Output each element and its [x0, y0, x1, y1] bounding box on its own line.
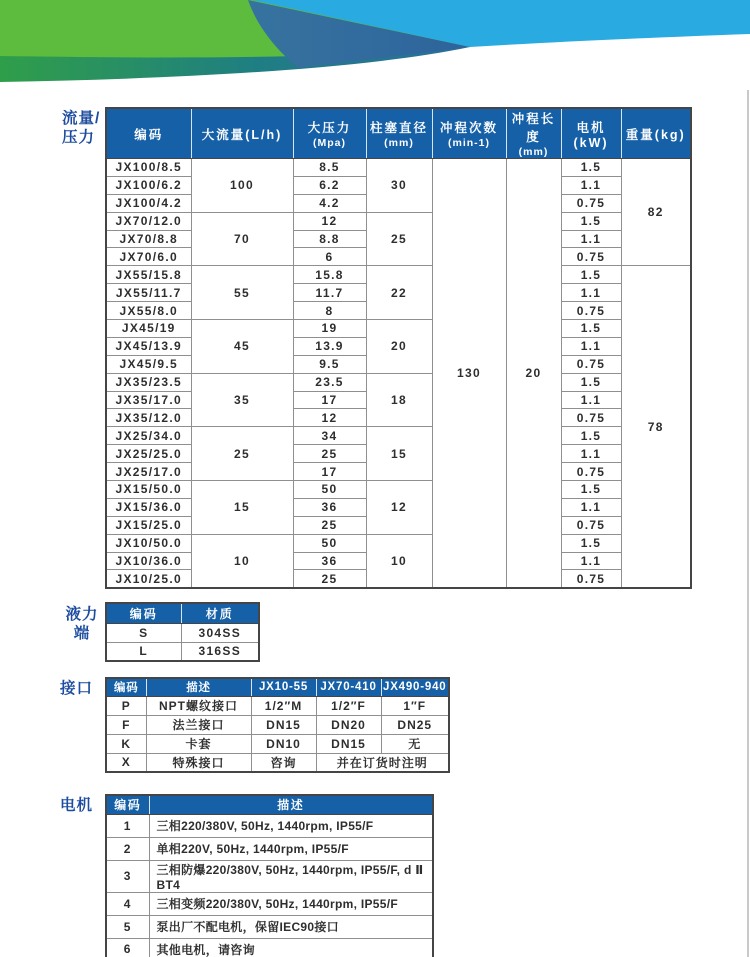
motor-power-cell: 1.1 — [561, 498, 621, 516]
description-cell: 三相变频220/380V, 50Hz, 1440rpm, IP55/F — [149, 892, 433, 915]
pressure-cell: 19 — [293, 320, 366, 338]
code-cell: JX25/25.0 — [106, 445, 191, 463]
plunger-diameter-cell: 10 — [366, 534, 432, 588]
column-header — [506, 108, 561, 159]
header-subline: (Mpa) — [313, 137, 346, 149]
size-cell: DN15 — [251, 715, 316, 734]
size-cell: DN25 — [381, 715, 449, 734]
size-cell: DN10 — [251, 734, 316, 753]
code-cell: JX35/12.0 — [106, 409, 191, 427]
size-cell: 无 — [381, 734, 449, 753]
flow-cell: 15 — [191, 481, 293, 535]
flow-table-body — [106, 159, 691, 588]
section-label-hydraulic-end — [62, 605, 102, 643]
pressure-cell: 9.5 — [293, 355, 366, 373]
code-cell: 5 — [106, 915, 149, 938]
column-header: 编码 — [106, 603, 181, 623]
column-header — [366, 108, 432, 159]
table-row — [106, 915, 433, 938]
column-header: JX70-410 — [316, 678, 381, 696]
motor-power-cell: 0.75 — [561, 194, 621, 212]
description-cell: NPT螺纹接口 — [146, 696, 251, 715]
table-row — [106, 696, 449, 715]
table-row — [106, 373, 691, 391]
table-header — [106, 795, 433, 814]
code-cell: JX35/17.0 — [106, 391, 191, 409]
table-row — [106, 837, 433, 860]
column-header — [432, 108, 506, 159]
column-header — [561, 108, 621, 159]
weight-cell: 78 — [621, 266, 691, 588]
interface-table — [105, 677, 450, 773]
header-line: 大压力 — [307, 121, 352, 135]
pressure-cell: 36 — [293, 498, 366, 516]
page-edge-line — [747, 90, 749, 957]
plunger-diameter-cell: 12 — [366, 481, 432, 535]
header-row — [106, 795, 433, 814]
pressure-cell: 25 — [293, 570, 366, 588]
code-cell: JX100/6.2 — [106, 176, 191, 194]
code-cell: JX10/36.0 — [106, 552, 191, 570]
code-cell: 2 — [106, 837, 149, 860]
code-cell: S — [106, 623, 181, 642]
table-header — [106, 603, 259, 623]
pressure-cell: 8 — [293, 302, 366, 320]
column-header — [106, 108, 191, 159]
material-cell: 316SS — [181, 642, 259, 661]
column-header — [621, 108, 691, 159]
header-line: 柱塞直径 — [369, 121, 428, 135]
description-cell: 特殊接口 — [146, 753, 251, 772]
code-cell: 6 — [106, 938, 149, 957]
code-cell: 3 — [106, 860, 149, 892]
description-cell: 泵出厂不配电机，保留IEC90接口 — [149, 915, 433, 938]
code-cell: JX100/4.2 — [106, 194, 191, 212]
column-header: 编码 — [106, 678, 146, 696]
code-cell: JX35/23.5 — [106, 373, 191, 391]
table-row — [106, 481, 691, 499]
label-line: 流量/ — [62, 110, 101, 127]
flow-cell: 55 — [191, 266, 293, 320]
motor-power-cell: 1.1 — [561, 337, 621, 355]
label-line: 压力 — [62, 129, 96, 146]
label-line: 电机 — [60, 797, 94, 814]
size-cell: 1/2″M — [251, 696, 316, 715]
material-cell: 304SS — [181, 623, 259, 642]
flow-table-header — [106, 108, 691, 159]
header-row — [106, 678, 449, 696]
description-cell: 卡套 — [146, 734, 251, 753]
plunger-diameter-cell: 18 — [366, 373, 432, 427]
pressure-cell: 25 — [293, 445, 366, 463]
code-cell: JX15/36.0 — [106, 498, 191, 516]
section-label-motor — [60, 796, 93, 815]
column-header — [293, 108, 366, 159]
size-cell: DN20 — [316, 715, 381, 734]
flow-pressure-table — [105, 107, 692, 589]
motor-power-cell: 1.5 — [561, 212, 621, 230]
stroke-length-cell: 20 — [506, 159, 561, 588]
motor-power-cell: 0.75 — [561, 409, 621, 427]
pressure-cell: 4.2 — [293, 194, 366, 212]
motor-power-cell: 0.75 — [561, 570, 621, 588]
pressure-cell: 6 — [293, 248, 366, 266]
header-line: 冲程长度 — [511, 112, 556, 144]
motor-power-cell: 1.5 — [561, 373, 621, 391]
description-cell: 其他电机，请咨询 — [149, 938, 433, 957]
motor-power-cell: 1.1 — [561, 391, 621, 409]
table-row — [106, 860, 433, 892]
header-line: 冲程次数 — [439, 121, 498, 135]
hydraulic-end-table — [105, 602, 260, 662]
table-body — [106, 696, 449, 772]
motor-power-cell: 1.5 — [561, 534, 621, 552]
flow-cell: 35 — [191, 373, 293, 427]
label-line: 接口 — [60, 680, 94, 697]
motor-power-cell: 1.5 — [561, 320, 621, 338]
plunger-diameter-cell: 30 — [366, 159, 432, 213]
motor-power-cell: 1.5 — [561, 159, 621, 177]
decorative-header-graphic — [0, 0, 750, 96]
code-cell: K — [106, 734, 146, 753]
table-row — [106, 266, 691, 284]
pressure-cell: 17 — [293, 463, 366, 481]
table-row — [106, 715, 449, 734]
code-cell: F — [106, 715, 146, 734]
code-cell: JX10/25.0 — [106, 570, 191, 588]
table-row — [106, 427, 691, 445]
motor-power-cell: 0.75 — [561, 355, 621, 373]
size-cell: 并在订货时注明 — [316, 753, 449, 772]
motor-power-cell: 1.1 — [561, 230, 621, 248]
code-cell: JX70/8.8 — [106, 230, 191, 248]
size-cell: 咨询 — [251, 753, 316, 772]
plunger-diameter-cell: 20 — [366, 320, 432, 374]
weight-cell: 82 — [621, 159, 691, 266]
column-header: JX10-55 — [251, 678, 316, 696]
column-header: 材质 — [181, 603, 259, 623]
motor-power-cell: 1.1 — [561, 445, 621, 463]
code-cell: L — [106, 642, 181, 661]
flow-cell: 45 — [191, 320, 293, 374]
size-cell: 1/2″F — [316, 696, 381, 715]
header-line: 编码 — [134, 127, 164, 142]
section-label-flow-pressure — [62, 109, 100, 147]
description-cell: 单相220V, 50Hz, 1440rpm, IP55/F — [149, 837, 433, 860]
plunger-diameter-cell: 15 — [366, 427, 432, 481]
code-cell: JX70/12.0 — [106, 212, 191, 230]
pressure-cell: 50 — [293, 534, 366, 552]
column-header: JX490-940 — [381, 678, 449, 696]
code-cell: 1 — [106, 814, 149, 837]
column-header — [191, 108, 293, 159]
table-row — [106, 623, 259, 642]
table-row — [106, 734, 449, 753]
motor-power-cell: 1.1 — [561, 552, 621, 570]
motor-power-cell: 1.1 — [561, 284, 621, 302]
motor-power-cell: 1.1 — [561, 176, 621, 194]
pressure-cell: 17 — [293, 391, 366, 409]
code-cell: 4 — [106, 892, 149, 915]
pressure-cell: 36 — [293, 552, 366, 570]
motor-table — [105, 794, 434, 957]
table-row — [106, 892, 433, 915]
code-cell: JX45/9.5 — [106, 355, 191, 373]
code-cell: JX15/50.0 — [106, 481, 191, 499]
stroke-frequency-cell: 130 — [432, 159, 506, 588]
code-cell: JX45/19 — [106, 320, 191, 338]
code-cell: JX70/6.0 — [106, 248, 191, 266]
code-cell: JX25/34.0 — [106, 427, 191, 445]
pressure-cell: 12 — [293, 212, 366, 230]
size-cell: 1″F — [381, 696, 449, 715]
column-header: 编码 — [106, 795, 149, 814]
pressure-cell: 6.2 — [293, 176, 366, 194]
flow-cell: 70 — [191, 212, 293, 266]
pressure-cell: 13.9 — [293, 337, 366, 355]
pressure-cell: 12 — [293, 409, 366, 427]
code-cell: JX10/50.0 — [106, 534, 191, 552]
table-row — [106, 320, 691, 338]
table-row — [106, 753, 449, 772]
motor-power-cell: 0.75 — [561, 463, 621, 481]
code-cell: JX55/8.0 — [106, 302, 191, 320]
code-cell: JX100/8.5 — [106, 159, 191, 177]
label-line: 液力 — [65, 606, 99, 623]
motor-power-cell: 1.5 — [561, 266, 621, 284]
table-row — [106, 212, 691, 230]
table-body — [106, 623, 259, 661]
flow-cell: 25 — [191, 427, 293, 481]
section-label-interface — [60, 679, 93, 698]
motor-power-cell: 0.75 — [561, 516, 621, 534]
pressure-cell: 11.7 — [293, 284, 366, 302]
plunger-diameter-cell: 22 — [366, 266, 432, 320]
motor-power-cell: 0.75 — [561, 302, 621, 320]
description-cell: 三相220/380V, 50Hz, 1440rpm, IP55/F — [149, 814, 433, 837]
table-row — [106, 159, 691, 177]
column-header: 描述 — [149, 795, 433, 814]
code-cell: JX15/25.0 — [106, 516, 191, 534]
table-row — [106, 642, 259, 661]
column-header: 描述 — [146, 678, 251, 696]
code-cell: JX25/17.0 — [106, 463, 191, 481]
table-body — [106, 814, 433, 957]
code-cell: P — [106, 696, 146, 715]
pressure-cell: 15.8 — [293, 266, 366, 284]
plunger-diameter-cell: 25 — [366, 212, 432, 266]
pressure-cell: 8.5 — [293, 159, 366, 177]
header-subline: (mm) — [518, 146, 549, 158]
header-row — [106, 603, 259, 623]
flow-cell: 100 — [191, 159, 293, 213]
code-cell: JX55/11.7 — [106, 284, 191, 302]
code-cell: JX45/13.9 — [106, 337, 191, 355]
header-subline: (min-1) — [448, 137, 490, 149]
description-cell: 法兰接口 — [146, 715, 251, 734]
table-row — [106, 814, 433, 837]
header-row — [106, 108, 691, 159]
flow-cell: 10 — [191, 534, 293, 588]
table-row — [106, 534, 691, 552]
header-subline: (mm) — [384, 137, 414, 149]
table-header — [106, 678, 449, 696]
pressure-cell: 23.5 — [293, 373, 366, 391]
header-line: 电机(kW) — [573, 120, 609, 150]
pressure-cell: 34 — [293, 427, 366, 445]
table-row — [106, 938, 433, 957]
pressure-cell: 25 — [293, 516, 366, 534]
header-line: 重量(kg) — [625, 127, 686, 142]
label-line: 端 — [73, 625, 91, 642]
code-cell: JX55/15.8 — [106, 266, 191, 284]
size-cell: DN15 — [316, 734, 381, 753]
description-cell: 三相防爆220/380V, 50Hz, 1440rpm, IP55/F, d Ⅱ BT4 — [149, 860, 433, 892]
code-cell: X — [106, 753, 146, 772]
pressure-cell: 50 — [293, 481, 366, 499]
pressure-cell: 8.8 — [293, 230, 366, 248]
motor-power-cell: 1.5 — [561, 427, 621, 445]
motor-power-cell: 1.5 — [561, 481, 621, 499]
motor-power-cell: 0.75 — [561, 248, 621, 266]
header-line: 大流量(L/h) — [201, 127, 283, 142]
